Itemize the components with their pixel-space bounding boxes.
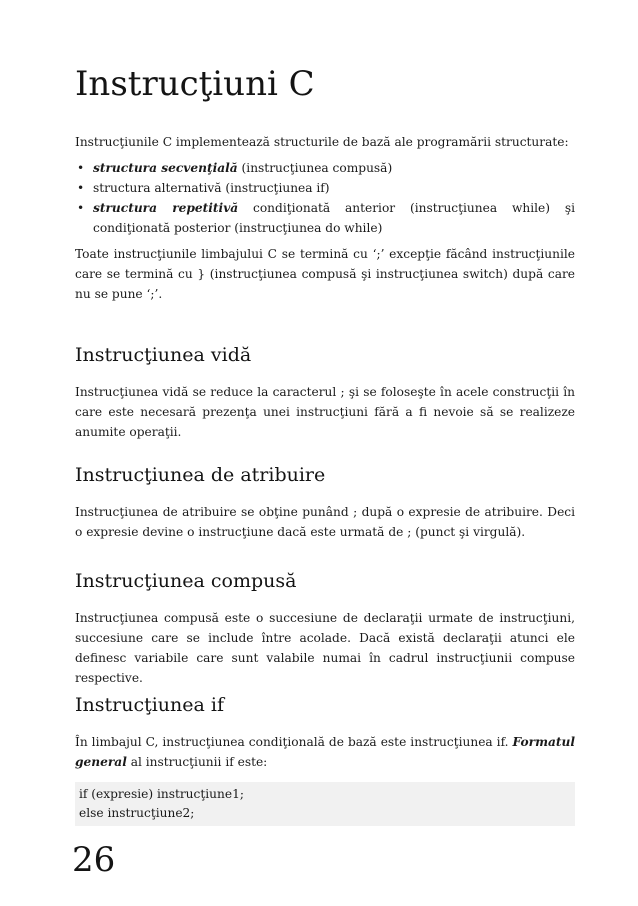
list-item-text: structura alternativă (instrucţiunea if)	[93, 181, 330, 195]
section-heading: Instrucţiunea vidă	[75, 344, 252, 366]
bullet-icon: •	[77, 181, 85, 195]
bullet-icon: •	[77, 161, 85, 175]
paragraph-text: al instrucţiunii if este:	[126, 755, 268, 769]
section-instructiunea-compusa	[75, 568, 575, 688]
code-block	[75, 782, 575, 826]
list-item	[75, 178, 575, 198]
paragraph-emphasis: Formatul general	[75, 735, 575, 769]
page-number: 26	[72, 840, 116, 880]
section-paragraph: Instrucţiunea de atribuire se obţine punând ; după o expresie de atribuire. Deci o expresie devine o instrucţiune dacă este urmată de ; (punct şi virgulă).	[75, 505, 575, 539]
section-instructiunea-if	[75, 692, 575, 826]
page-title: Instrucţiuni C	[75, 64, 315, 104]
list-item-text: condiţionată anterior (instrucţiunea while) şi condiţionată posterior (instrucţiunea do while)	[93, 201, 575, 235]
list-item-text: (instrucţiunea compusă)	[237, 161, 393, 175]
list-item	[75, 198, 575, 238]
bullet-icon: •	[77, 201, 85, 215]
list-item-emphasis: structura repetitivă	[93, 201, 239, 215]
section-heading: Instrucţiunea de atribuire	[75, 464, 326, 486]
list-item-emphasis: structura secvenţială	[93, 161, 238, 175]
section-heading: Instrucţiunea if	[75, 694, 224, 716]
intro-paragraph: Instrucţiunile C implementează structurile de bază ale programării structurate:	[75, 135, 569, 149]
structures-list	[75, 158, 575, 238]
intro-block	[75, 62, 575, 304]
paragraph-text: În limbajul C, instrucţiunea condiţională de bază este instrucţiunea if.	[75, 735, 513, 749]
section-paragraph: Instrucţiunea vidă se reduce la caracterul ; şi se foloseşte în acele construcţii în care este necesară prezenţa unei instrucţiuni fără a fi nevoie să se realizeze anumite operaţii.	[75, 385, 575, 439]
code-line: if (expresie) instrucţiune1;	[79, 787, 244, 801]
section-paragraph	[75, 732, 575, 772]
section-instructiunea-de-atribuire	[75, 462, 575, 542]
code-line: else instrucţiune2;	[79, 806, 195, 820]
section-instructiunea-vida	[75, 342, 575, 442]
section-heading: Instrucţiunea compusă	[75, 570, 297, 592]
list-item	[75, 158, 575, 178]
section-paragraph: Instrucţiunea compusă este o succesiune de declaraţii urmate de instrucţiuni, succesiune care se include între acolade. Dacă există declaraţii atunci ele definesc variabile care sunt valabile numai în cadrul instrucţiunii compuse respective.	[75, 611, 575, 685]
termination-paragraph: Toate instrucţiunile limbajului C se termină cu ‘;’ excepţie făcând instrucţiunile care se termină cu } (instrucţiunea compusă şi instrucţiunea switch) după care nu se pune ‘;’.	[75, 247, 575, 301]
